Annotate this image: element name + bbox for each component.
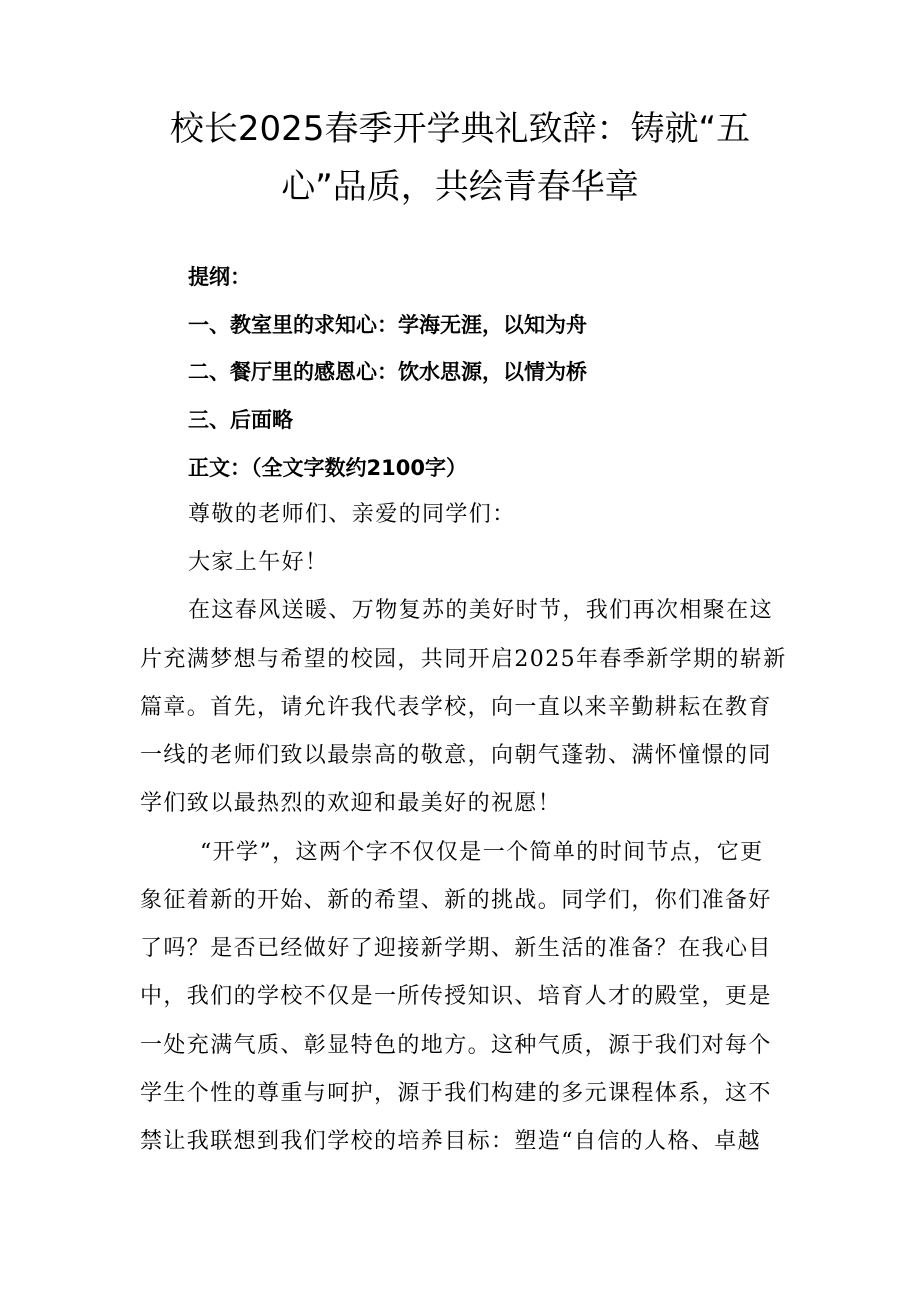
greeting: 大家上午好！ xyxy=(188,550,329,575)
paragraph-1-line: 在这春风送暖、万物复苏的美好时节，我们再次相聚在这 xyxy=(188,598,774,623)
paragraph-2-line: 禁让我联想到我们学校的培养目标：塑造“自信的人格、卓越 xyxy=(140,1129,762,1154)
paragraph-2-line: 中，我们的学校不仅是一所传授知识、培育人才的殿堂，更是 xyxy=(140,984,772,1009)
outline-item-1: 一、教室里的求知心：学海无涯，以知为舟 xyxy=(188,313,587,337)
paragraph-2-line: 一处充满气质、彰显特色的地方。这种气质，源于我们对每个 xyxy=(140,1033,772,1058)
paragraph-2-line: “开学”，这两个字不仅仅是一个简单的时间节点，它更 xyxy=(200,840,764,865)
outline-label: 提纲： xyxy=(188,265,251,289)
salutation: 尊敬的老师们、亲爱的同学们： xyxy=(188,502,516,527)
paragraph-2-line: 了吗？是否已经做好了迎接新学期、新生活的准备？在我心目 xyxy=(140,936,772,961)
paragraph-1-line: 片充满梦想与希望的校园，共同开启2025年春季新学期的崭新 xyxy=(140,647,787,672)
paragraph-1-line: 篇章。首先，请允许我代表学校，向一直以来辛勤耕耘在教育 xyxy=(140,695,772,720)
paragraph-2-line: 象征着新的开始、新的希望、新的挑战。同学们，你们准备好 xyxy=(140,888,772,913)
body-label: 正文：（全文字数约2100字） xyxy=(188,456,467,480)
outline-item-3: 三、后面略 xyxy=(188,408,293,432)
paragraph-2-line: 学生个性的尊重与呵护，源于我们构建的多元课程体系，这不 xyxy=(140,1081,772,1106)
document-title: 校长2025春季开学典礼致辞：铸就“五心”品质，共绘青春华章 xyxy=(169,109,751,207)
paragraph-1-line: 一线的老师们致以最崇高的敬意，向朝气蓬勃、满怀憧憬的同 xyxy=(140,743,772,768)
paragraph-1-line: 学们致以最热烈的欢迎和最美好的祝愿！ xyxy=(140,791,562,816)
outline-item-2: 二、餐厅里的感恩心：饮水思源，以情为桥 xyxy=(188,360,587,384)
